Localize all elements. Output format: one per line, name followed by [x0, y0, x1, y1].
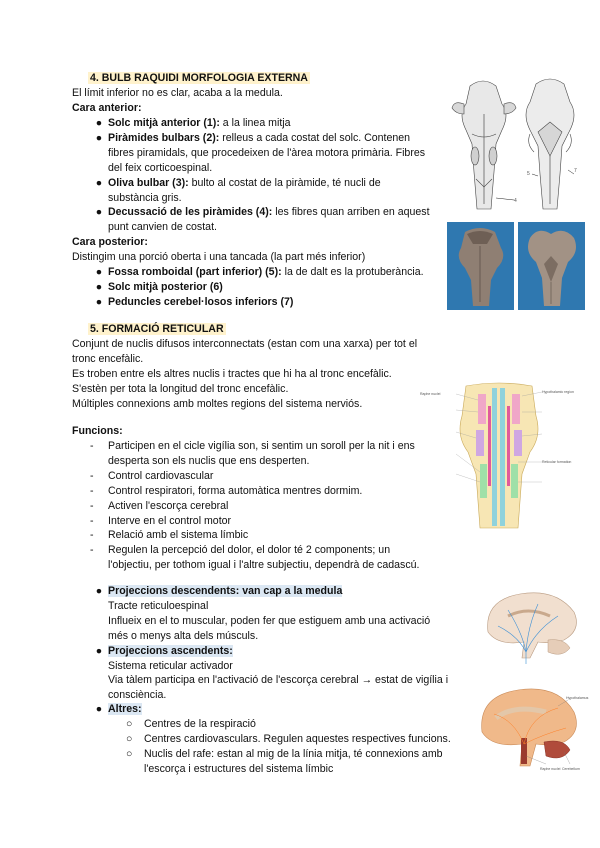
brain-label-hypothalamus: Hypothalamus — [566, 696, 589, 700]
anterior-item-continuation: substància gris. — [108, 191, 182, 204]
altres-line: Centres cardiovasculars. Regulen aquestes respectives funcions. — [144, 732, 451, 745]
bullet-icon: ● — [95, 176, 103, 189]
intro-line: Múltiples connexions amb moltes regions del sistema nerviós. — [72, 397, 363, 410]
projeccio-line: Influeix en el to muscular, poden fer que estiguem amb una activació — [108, 614, 431, 627]
dash-icon: - — [90, 499, 94, 512]
anterior-item-term: Decussació de les piràmides (4): — [108, 206, 273, 219]
posterior-intro: Distingim una porció oberta i una tancada (la part més inferior) — [72, 251, 366, 263]
bullet-icon: ● — [95, 206, 103, 219]
anterior-item-term: Piràmides bulbars (2): — [108, 131, 220, 144]
projeccio-item — [90, 644, 233, 659]
funcio-line: Activen l'escorça cerebral — [108, 499, 229, 512]
bullet-icon: ● — [95, 266, 103, 278]
altres-item: ● Altres: — [95, 703, 142, 715]
brainstem-photo-anterior — [447, 222, 514, 310]
section-4-heading: 4. BULB RAQUIDI MORFOLOGIA EXTERNA — [90, 72, 308, 84]
funcio-line: Control respiratori, forma automàtica mentres dormim. — [108, 484, 363, 497]
bullet-icon: ● — [95, 131, 103, 144]
altres-title: Altres: — [108, 703, 142, 715]
posterior-item-text — [108, 296, 293, 308]
bullet-icon: ● — [95, 295, 103, 308]
anterior-item-term: Oliva bulbar (3): — [108, 176, 189, 189]
diagram-label-hypothalamic-region: Hypothalamic region — [542, 390, 574, 394]
projeccio-line: Via tàlem participa en l'activació de l'escorça cerebral → estat de vigília i — [108, 674, 449, 687]
anterior-item-desc: a la linea mitja — [219, 117, 291, 129]
anterior-item-continuation: fibres piramidals, que procedeixen de l'àrea motora primària. Fibres — [108, 146, 426, 159]
dash-icon: - — [90, 469, 94, 482]
brainstem-drawings-figure — [450, 74, 582, 217]
section-5-heading: 5. FORMACIÓ RETICULAR — [90, 323, 224, 335]
brainstem-photo-posterior — [518, 222, 585, 310]
figure-label-7: 7 — [574, 168, 577, 174]
intro-line: Conjunt de nuclis difusos interconnectats (estan com una xarxa) per tot el — [72, 338, 418, 350]
funcions-title: Funcions: — [72, 425, 123, 437]
bullet-icon: ● — [95, 585, 103, 597]
dash-icon: - — [90, 529, 94, 542]
anterior-item-continuation: del feix corticoespinal. — [108, 161, 213, 174]
anterior-item-text — [108, 117, 291, 129]
diagram-label-reticular-formation: Reticular formation — [542, 460, 572, 464]
posterior-item — [90, 295, 293, 310]
anterior-item-desc: bulto al costat de la piràmide, té nucli de — [188, 176, 381, 189]
diagram-label-raphe-nuclei: Raphe nuclei — [420, 392, 441, 396]
altres-line: Centres de la respiració — [144, 718, 256, 730]
dash-icon: - — [90, 440, 94, 452]
dash-icon: - — [90, 514, 94, 527]
intro-line: tronc encefàlic. — [72, 352, 144, 365]
projeccio-line: més o menys alta dels músculs. — [108, 629, 259, 642]
anterior-item — [90, 131, 410, 146]
projeccio-line: consciència. — [108, 689, 167, 702]
anterior-item-desc: relleus a cada costat del solc. Contenen — [219, 131, 411, 144]
anterior-item — [90, 176, 381, 191]
anterior-item-continuation: punt canvien de costat. — [108, 221, 217, 234]
posterior-item — [90, 265, 424, 280]
projeccio-title: Projeccions ascendents: — [108, 644, 233, 657]
funcio-line: desperta son els nuclis que ens desperten. — [108, 454, 310, 467]
reticular-nuclei-diagram — [418, 382, 580, 532]
dash-icon: - — [90, 484, 94, 497]
anterior-item-text — [108, 206, 430, 218]
anterior-item — [90, 116, 291, 131]
anterior-item-text — [108, 132, 410, 144]
circle-bullet-icon: ○ — [126, 718, 133, 730]
funcio-line: l'objectiu, per tothom igual i l'altre subjectiu, dependrà de cadascú. — [108, 559, 420, 572]
brain-projections-figure — [478, 586, 584, 666]
posterior-item-term: Fossa romboidal (part inferior) (5): — [108, 266, 282, 278]
posterior-item-term: Peduncles cerebel·losos inferiors (7) — [108, 295, 294, 308]
posterior-title: Cara posterior: — [72, 236, 148, 248]
dash-icon: - — [90, 544, 94, 557]
funcio-line: Interve en el control motor — [108, 514, 232, 527]
figure-label-4: 4 — [514, 198, 517, 204]
brain-label-cerebellum: Cerebellum — [562, 767, 580, 771]
anterior-item-text — [108, 177, 381, 189]
funcio-line: Regulen la percepció del dolor, el dolor té 2 components; un — [108, 544, 391, 557]
anterior-item-term: Solc mitjà anterior (1): — [108, 117, 220, 129]
posterior-item-text — [108, 281, 223, 293]
altres-line: Nuclis del rafe: estan al mig de la línia mitja, té connexions amb — [144, 747, 443, 760]
posterior-item-desc: la de dalt es la protuberància. — [281, 266, 424, 278]
anterior-title: Cara anterior: — [72, 102, 142, 114]
intro-line: S'estèn per tota la longitud del tronc encefàlic. — [72, 382, 289, 395]
circle-bullet-icon: ○ — [126, 747, 133, 760]
funcio-line: Relació amb el sistema límbic — [108, 529, 249, 542]
projeccio-title: Projeccions descendents: van cap a la medula — [108, 585, 343, 597]
bullet-icon: ● — [95, 280, 103, 293]
intro-line: Es troben entre els altres nuclis i tractes que hi ha al tronc encefàlic. — [72, 367, 392, 380]
anterior-item-desc: les fibres quan arriben en aquest — [272, 206, 430, 219]
funcio-line: Participen en el cicle vigília son, si sentim un soroll per la nit i ens — [108, 440, 415, 452]
funcio-line: Control cardiovascular — [108, 469, 214, 482]
section-4-intro: El límit inferior no es clar, acaba a la medula. — [72, 87, 283, 99]
projeccio-item — [90, 584, 342, 599]
projeccio-line: Tracte reticuloespinal — [108, 599, 209, 612]
bullet-icon: ● — [95, 644, 103, 657]
bullet-icon: ● — [95, 117, 103, 129]
brain-raphe-figure — [474, 684, 589, 774]
posterior-item-text — [108, 266, 424, 278]
projeccio-line: Sistema reticular activador — [108, 659, 233, 672]
figure-label-5: 5 — [527, 171, 530, 177]
altres-line: l'escorça i estructures del sistema límbic — [144, 762, 334, 775]
anterior-item — [90, 205, 430, 220]
posterior-item — [90, 280, 223, 295]
brain-label-raphe-nuclei: Raphe nuclei — [540, 767, 561, 771]
posterior-item-term: Solc mitjà posterior (6) — [108, 280, 223, 293]
circle-bullet-icon: ○ — [126, 732, 133, 745]
